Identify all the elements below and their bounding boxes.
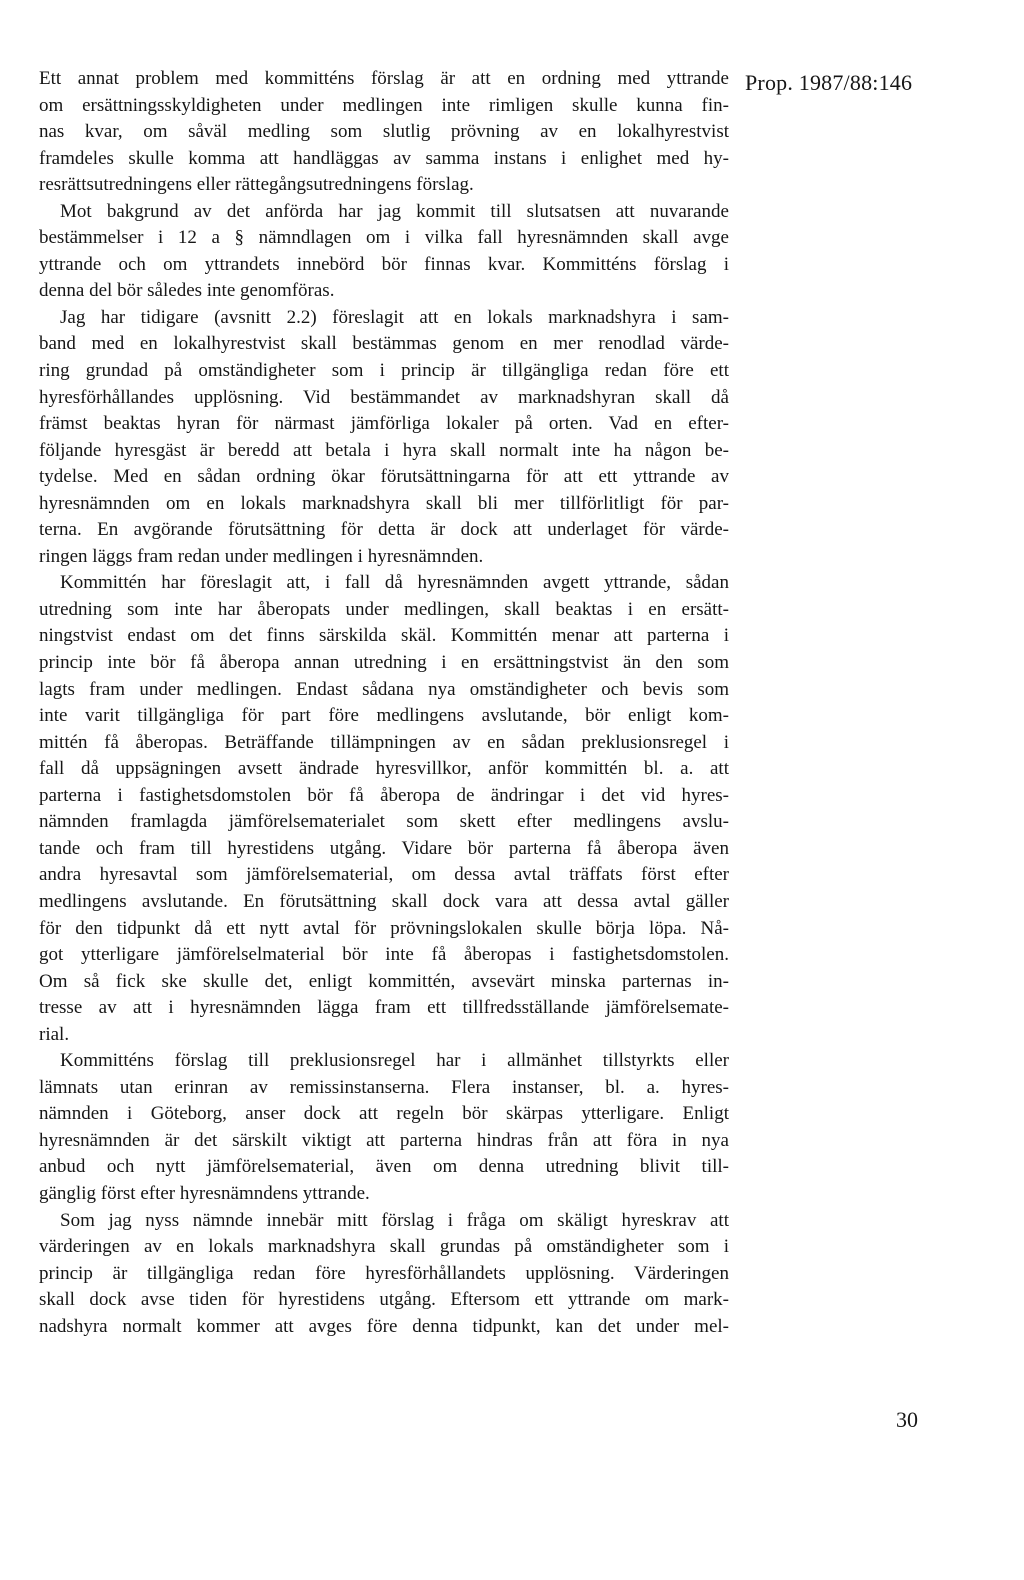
- text-line: tresse av att i hyresnämnden lägga fram ett tillfredsställande jämförelsemate-: [39, 997, 729, 1019]
- text-line: bestämmelser i 12 a § nämndlagen om i vilka fall hyresnämnden skall avge: [39, 227, 729, 249]
- text-line: ring grundad på omständigheter som i princip är tillgängliga redan före ett: [39, 360, 729, 382]
- text-line: lämnats utan erinran av remissinstanserna. Flera instanser, bl. a. hyres-: [39, 1076, 729, 1098]
- text-line: tande och fram till hyrestidens utgång. Vidare bör parterna få åberopa även: [39, 837, 729, 859]
- text-line: andra hyresavtal som jämförelsematerial, om dessa avtal träffats först efter: [39, 864, 729, 886]
- body-text: [39, 66, 729, 1340]
- text-line: rial.: [39, 1023, 70, 1045]
- text-line: nas kvar, om såväl medling som slutlig prövning av en lokalhyrestvist: [39, 121, 729, 143]
- text-line: mittén få åberopas. Beträffande tillämpningen av en sådan preklusionsregel i: [39, 731, 729, 753]
- text-line: princip inte bör få åberopa annan utredning i en ersättningstvist än den som: [39, 652, 729, 674]
- text-line: tydelse. Med en sådan ordning ökar förutsättningarna för att ett yttrande av: [39, 466, 729, 488]
- text-line: yttrande och om yttrandets innebörd bör finnas kvar. Kommitténs förslag i: [39, 253, 729, 275]
- text-line: medlingens avslutande. En förutsättning skall dock vara att dessa avtal gäller: [39, 890, 729, 912]
- text-line: följande hyresgäst är beredd att betala i hyra skall normalt inte ha någon be-: [39, 439, 729, 461]
- text-line: lagts fram under medlingen. Endast sådana nya omständigheter och bevis som: [39, 678, 729, 700]
- text-line: för den tidpunkt då ett nytt avtal för prövningslokalen skulle börja löpa. Nå-: [39, 917, 729, 939]
- text-line: Mot bakgrund av det anförda har jag kommit till slutsatsen att nuvarande: [60, 200, 729, 222]
- text-line: Kommittén har föreslagit att, i fall då hyresnämnden avgett yttrande, sådan: [60, 572, 729, 594]
- text-line: hyresnämnden om en lokals marknadshyra skall bli mer tillförlitligt för par-: [39, 492, 729, 514]
- text-line: om ersättningsskyldigheten under medlingen inte rimligen skulle kunna fin-: [39, 94, 729, 116]
- text-line: Ett annat problem med kommitténs förslag är att en ordning med yttrande: [39, 68, 729, 89]
- text-line: terna. En avgörande förutsättning för detta är dock att underlaget för värde-: [39, 519, 729, 541]
- text-line: denna del bör således inte genomföras.: [39, 280, 335, 302]
- text-line: parterna i fastighetsdomstolen bör få åberopa de ändringar i det vid hyres-: [39, 784, 729, 806]
- text-line: ningstvist endast om det finns särskilda skäl. Kommittén menar att parterna i: [39, 625, 729, 647]
- text-line: ringen läggs fram redan under medlingen i hyresnämnden.: [39, 545, 484, 567]
- text-line: inte varit tillgängliga för part före medlingens avslutande, bör enligt kom-: [39, 705, 729, 727]
- text-line: främst beaktas hyran för närmast jämförliga lokaler på orten. Vad en efter-: [39, 413, 729, 435]
- text-line: nämnden framlagda jämförelsematerialet som skett efter medlingens avslu-: [39, 811, 729, 833]
- text-line: fall då uppsägningen avsett ändrade hyresvillkor, anför kommittén bl. a. att: [39, 758, 729, 780]
- page-number: 30: [896, 1407, 918, 1432]
- text-line: hyresförhållandes upplösning. Vid bestämmandet av marknadshyran skall då: [39, 386, 729, 408]
- text-line: värderingen av en lokals marknadshyra skall grundas på omständigheter som i: [39, 1236, 729, 1258]
- text-line: utredning som inte har åberopats under medlingen, skall beaktas i en ersätt-: [39, 598, 729, 620]
- text-line: nämnden i Göteborg, anser dock att regeln bör skärpas ytterligare. Enligt: [39, 1103, 729, 1125]
- text-line: Som jag nyss nämnde innebär mitt förslag i fråga om skäligt hyreskrav att: [60, 1209, 729, 1231]
- text-line: anbud och nytt jämförelsematerial, även om denna utredning blivit till-: [39, 1156, 729, 1178]
- text-line: got ytterligare jämförelselmaterial bör inte få åberopas i fastighetsdomstolen.: [39, 944, 729, 966]
- text-line: skall dock avse tiden för hyrestidens utgång. Eftersom ett yttrande om mark-: [39, 1289, 729, 1311]
- text-line: nadshyra normalt kommer att avges före denna tidpunkt, kan det under mel-: [39, 1315, 729, 1337]
- document-reference: Prop. 1987/88:146: [745, 70, 913, 95]
- text-line: band med en lokalhyrestvist skall bestämmas genom en mer renodlad värde-: [39, 333, 729, 355]
- text-line: gänglig först efter hyresnämndens yttrande.: [39, 1182, 370, 1204]
- text-line: hyresnämnden är det särskilt viktigt att parterna hindras från att föra in nya: [39, 1129, 729, 1151]
- text-line: Om så fick ske skulle det, enligt kommittén, avsevärt minska parternas in-: [39, 970, 729, 992]
- text-line: princip är tillgängliga redan före hyresförhållandets upplösning. Värderingen: [39, 1262, 729, 1284]
- text-line: Kommitténs förslag till preklusionsregel har i allmänhet tillstyrkts eller: [60, 1050, 729, 1072]
- text-line: framdeles skulle komma att handläggas av samma instans i enlighet med hy-: [39, 147, 729, 169]
- text-line: resrättsutredningens eller rättegångsutredningens förslag.: [39, 174, 474, 196]
- text-line: Jag har tidigare (avsnitt 2.2) föreslagit att en lokals marknadshyra i sam-: [60, 306, 729, 328]
